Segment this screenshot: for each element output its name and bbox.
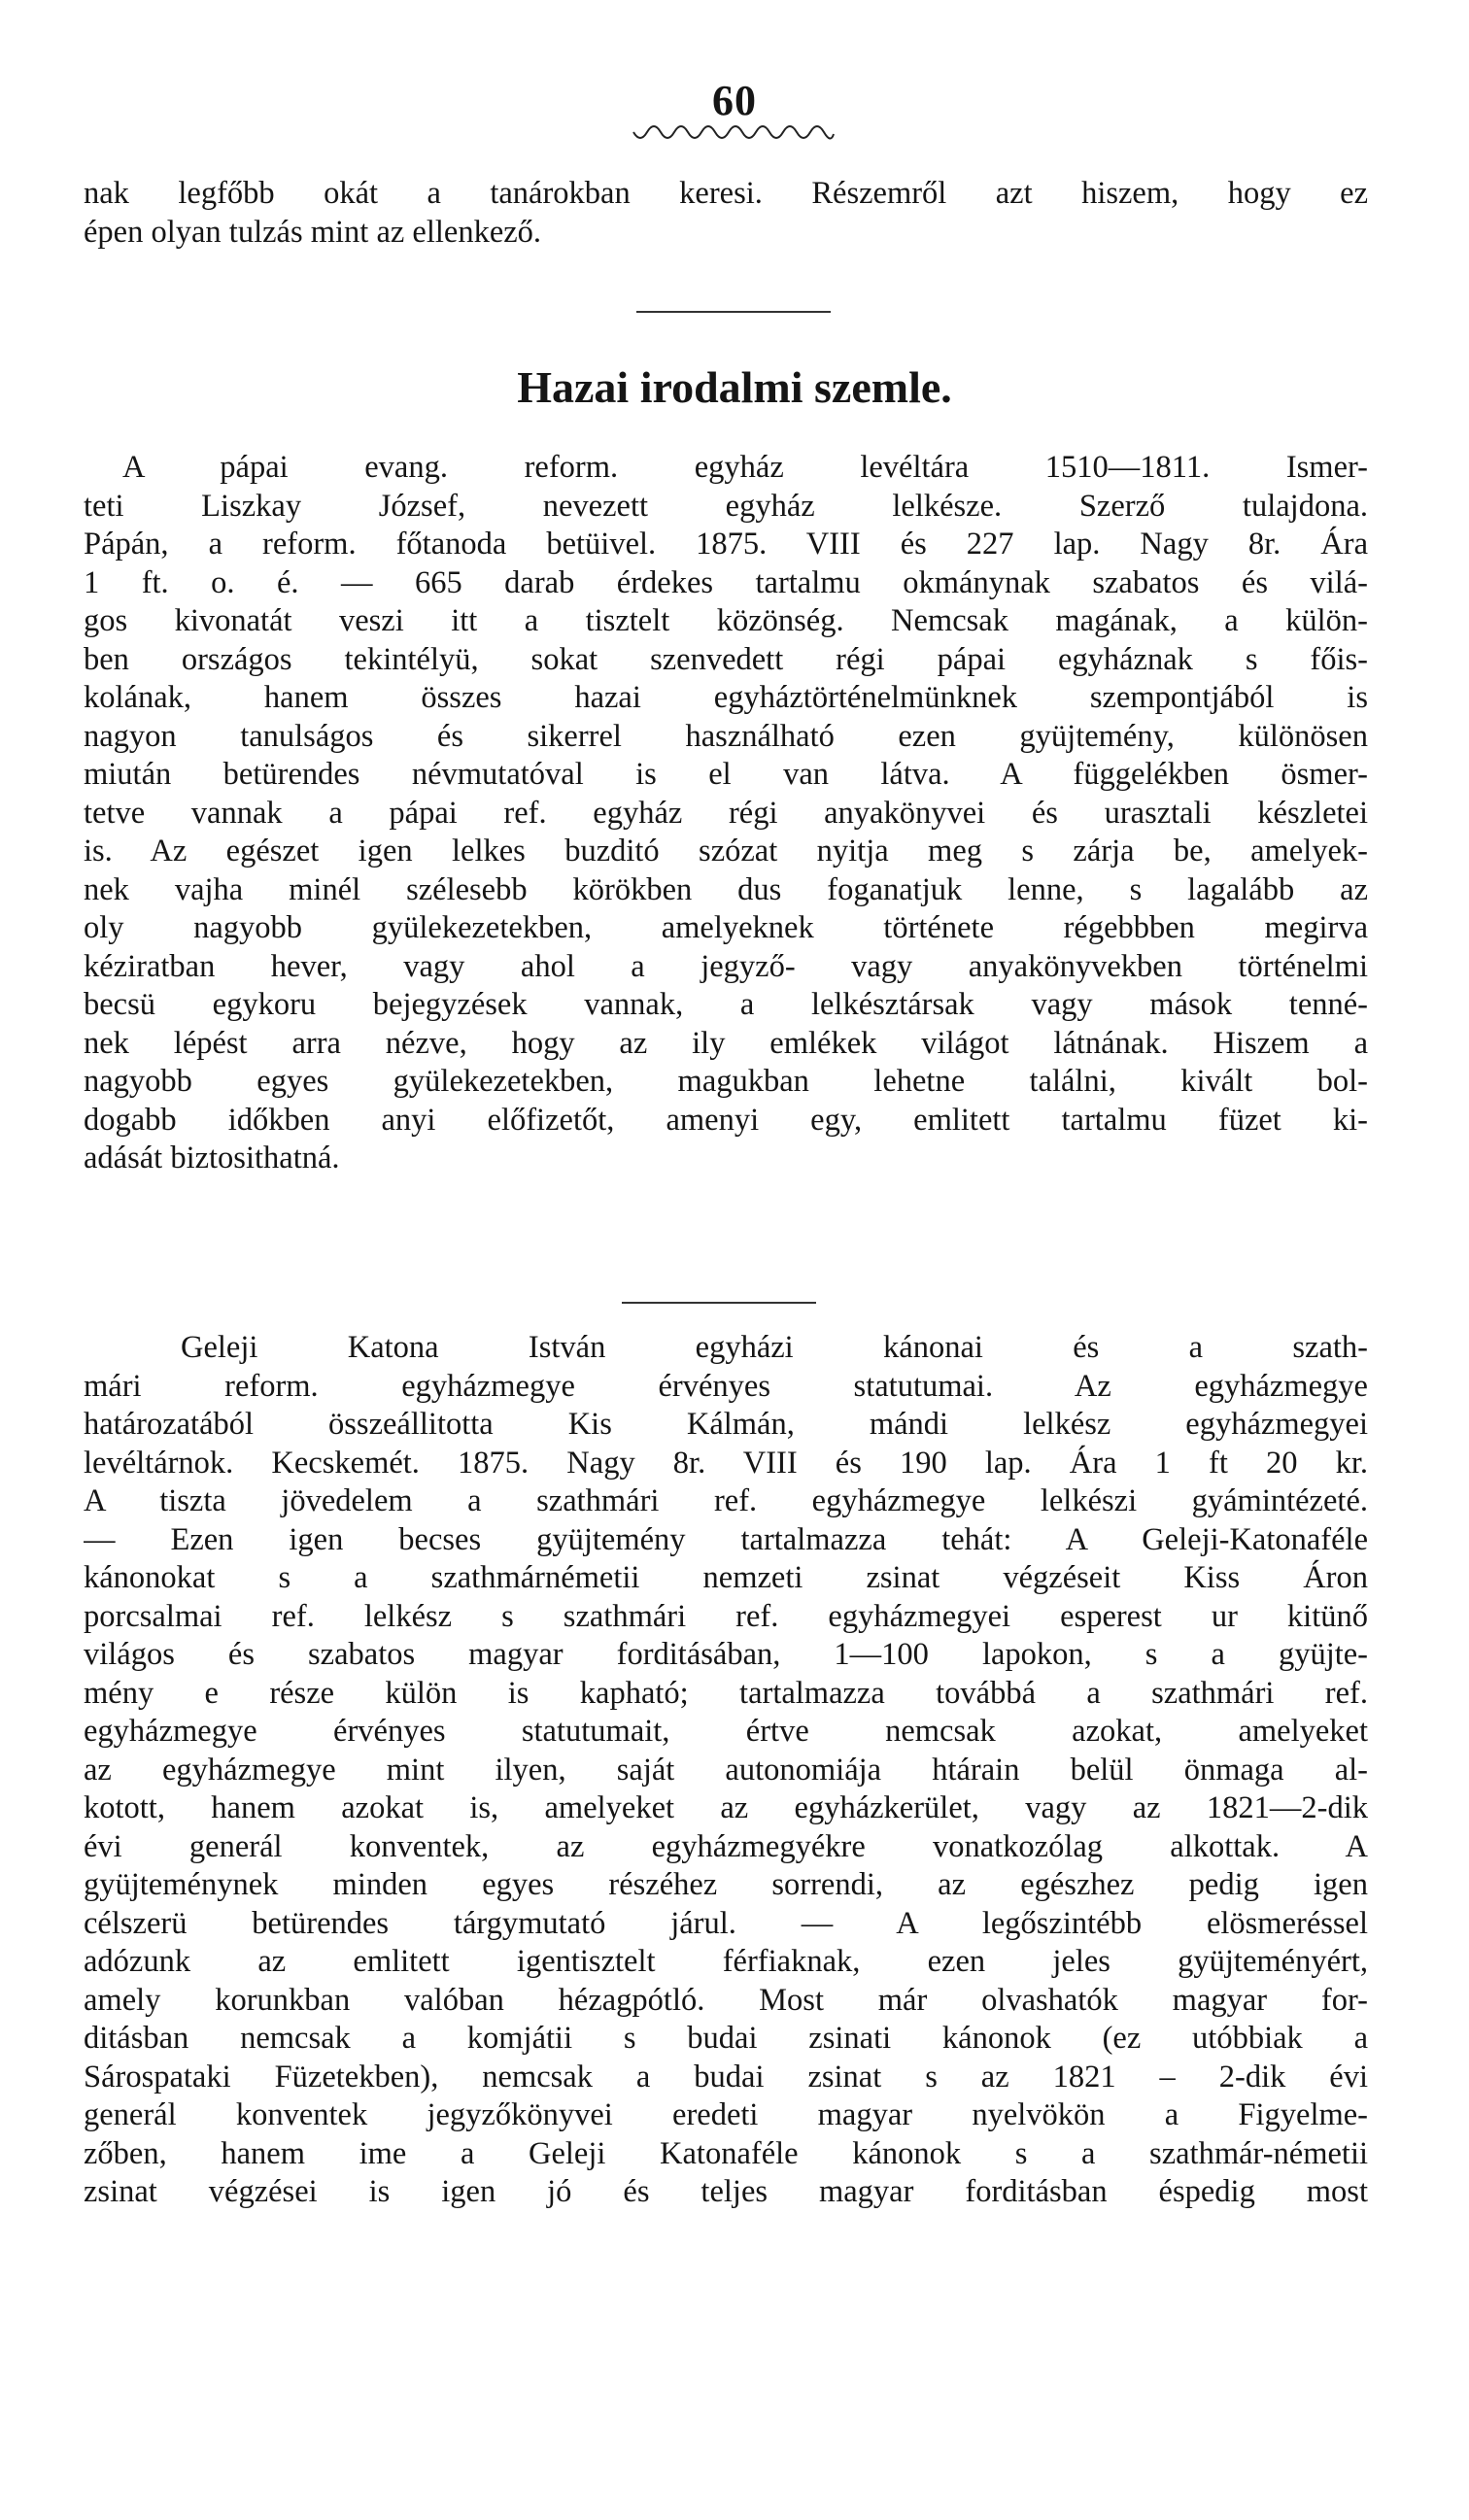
text-line: Geleji Katona István egyházi kánonai és a szath- [181,1330,1368,1365]
text-line: nagyobb egyes gyülekezetekben, magukban lehetne találni, kivált bol- [84,1064,1368,1099]
text-line: becsü egykoru bejegyzések vannak, a lelkésztársak vagy mások tenné- [84,987,1368,1022]
text-line: határozatából összeállitotta Kis Kálmán, mándi lelkész egyházmegyei [84,1407,1368,1442]
text-line: dogabb időkben anyi előfizetőt, amenyi egy, emlitett tartalmu füzet ki- [84,1102,1368,1138]
text-line: porcsalmai ref. lelkész s szathmári ref. egyházmegyei esperest ur kitünő [84,1598,1368,1634]
review-geleji-katona [84,1329,1368,2212]
text-line: adását biztosithatná. [84,1141,340,1175]
text-line: ditásban nemcsak a komjátii s budai zsinati kánonok (ez utóbbiak a [84,2021,1368,2056]
text-line: kéziratban hever, vagy ahol a jegyző- vagy anyakönyvekben történelmi [84,948,1368,984]
text-line: Sárospataki Füzetekben), nemcsak a budai zsinat s az 1821 – 2-dik évi [84,2059,1368,2094]
text-line: gyüjteménynek minden egyes részéhez sorrendi, az egészhez pedig igen [84,1867,1368,1902]
text-line: mény e része külön is kapható; tartalmazza továbbá a szathmári ref. [84,1675,1368,1711]
text-line: levéltárnok. Kecskemét. 1875. Nagy 8r. VIII és 190 lap. Ára 1 ft 20 kr. [84,1445,1368,1481]
ornament-wavy-rule [632,124,836,146]
text-line: az egyházmegye mint ilyen, saját autonomiája htárain belül önmaga al- [84,1752,1368,1788]
text-line: teti Liszkay József, nevezett egyház lelkésze. Szerző tulajdona. [84,488,1368,524]
page-number: 60 [712,77,757,124]
text-line: kolának, hanem összes hazai egyháztörténelmünknek szempontjából is [84,680,1368,715]
review-papai-leveltar [84,449,1368,1178]
section-title: Hazai irodalmi szemle. [517,362,952,412]
text-line: A pápai evang. reform. egyház levéltára 1510—1811. Ismer- [122,450,1368,485]
text-line: világos és szabatos magyar forditásában, 1—100 lapokon, s a gyüjte- [84,1637,1368,1672]
text-line: gos kivonatát veszi itt a tisztelt közönség. Nemcsak magának, a külön- [84,603,1368,638]
text-line: egyházmegye érvényes statutumait, értve nemcsak azokat, amelyeket [84,1714,1368,1749]
text-line: is. Az egészet igen lelkes buzditó szózat nyitja meg s zárja be, amelyek- [84,834,1368,868]
text-line: 1 ft. o. é. — 665 darab érdekes tartalmu okmánynak szabatos és vilá- [84,564,1368,600]
text-line: A tiszta jövedelem a szathmári ref. egyházmegye lelkészi gyámintézeté. [84,1483,1368,1518]
text-line: adózunk az emlitett igentisztelt férfiaknak, ezen jeles gyüjteményért, [84,1944,1368,1979]
text-line: kánonokat s a szathmárnémetii nemzeti zsinat végzéseit Kiss Áron [84,1560,1368,1595]
text-line: évi generál konventek, az egyházmegyékre vonatkozólag alkottak. A [84,1828,1368,1864]
text-line: épen olyan tulzás mint az ellenkező. [84,214,542,250]
intro-paragraph [84,175,1368,252]
text-line: ben országos tekintélyü, sokat szenvedett régi pápai egyháznak s főis- [84,641,1368,677]
text-line: nagyon tanulságos és sikerrel használható ezen gyüjtemény, különösen [84,718,1368,754]
text-line: tetve vannak a pápai ref. egyház régi anyakönyvei és urasztali készletei [84,795,1368,831]
text-line: Pápán, a reform. főtanoda betüivel. 1875. VIII és 227 lap. Nagy 8r. Ára [84,527,1368,562]
divider [622,1302,816,1304]
text-line: nek vajha minél szélesebb körökben dus foganatjuk lenne, s lagalább az [84,871,1368,907]
text-line: miután betürendes névmutatóval is el van látva. A függelékben ösmer- [84,757,1368,792]
text-line: oly nagyobb gyülekezetekben, amelyeknek története régebbben megirva [84,910,1368,945]
divider [636,311,831,313]
text-line: zőben, hanem ime a Geleji Katonaféle kánonok s a szathmár-németii [84,2135,1368,2171]
text-line: nak legfőbb okát a tanárokban keresi. Részemről azt hiszem, hogy ez [84,176,1368,211]
text-line: generál konventek jegyzőkönyvei eredeti magyar nyelvökön a Figyelme- [84,2097,1368,2132]
text-line: zsinat végzései is igen jó és teljes magyar forditásban éspedig most [84,2174,1368,2209]
text-line: amely korunkban valóban hézagpótló. Most már olvashatók magyar for- [84,1982,1368,2018]
text-line: célszerü betürendes tárgymutató járul. — A legőszintébb elösmeréssel [84,1905,1368,1941]
text-line: nek lépést arra nézve, hogy az ily emlékek világot látnának. Hiszem a [84,1025,1368,1061]
text-line: kotott, hanem azokat is, amelyeket az egyházkerület, vagy az 1821—2-dik [84,1790,1368,1825]
text-line: — Ezen igen becses gyüjtemény tartalmazza tehát: A Geleji-Katonaféle [84,1521,1368,1557]
text-line: mári reform. egyházmegye érvényes statutumai. Az egyházmegye [84,1368,1368,1404]
